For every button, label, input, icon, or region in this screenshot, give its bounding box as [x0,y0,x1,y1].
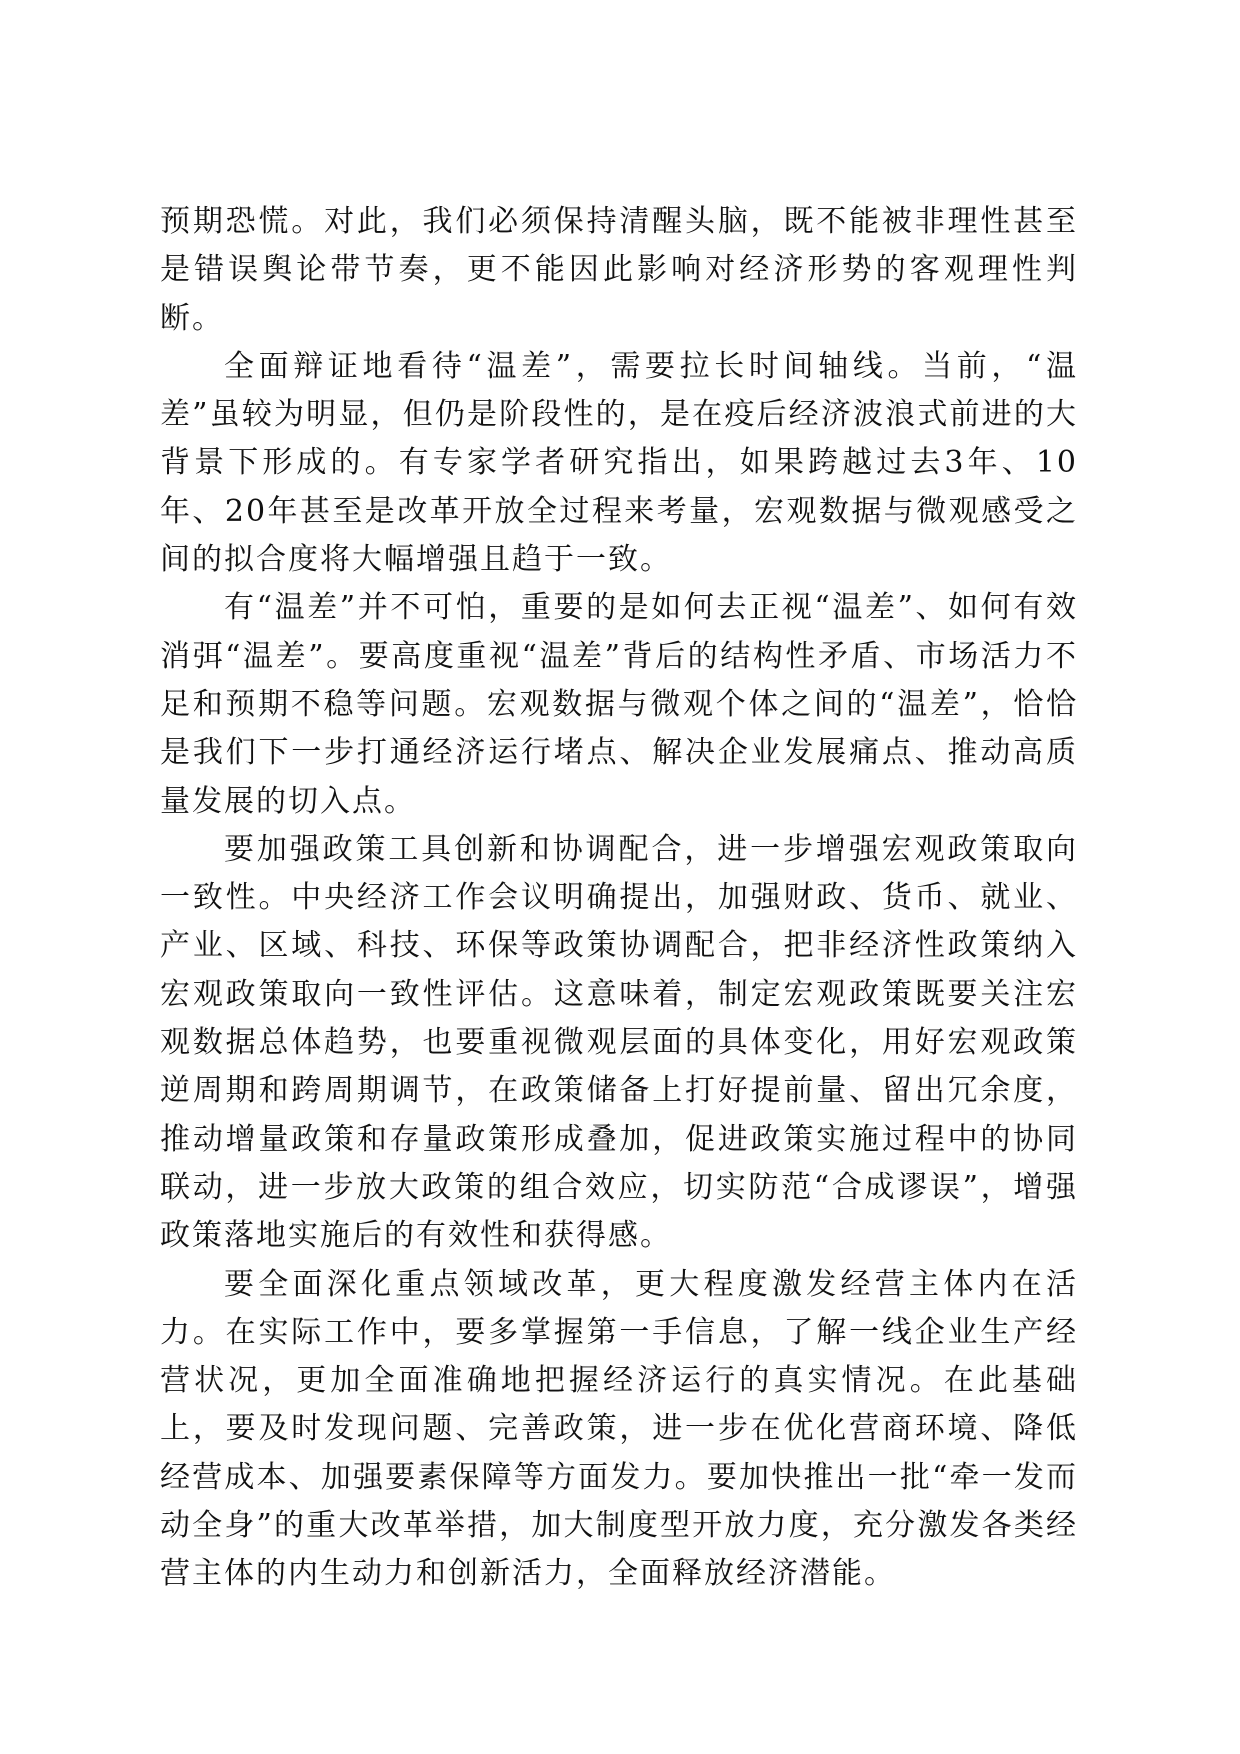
paragraph-deepen-reform: 要全面深化重点领域改革，更大程度激发经营主体内在活力。在实际工作中，要多掌握第一手信息，了解一线企业生产经营状况，更加全面准确地把握经济运行的真实情况。在此基础上，要及时发现问题、完善政策，进一步在优化营商环境、降低经营成本、加强要素保障等方面发力。要加快推出一批“牵一发而动全身”的重大改革举措，加大制度型开放力度，充分激发各类经营主体的内生动力和创新活力，全面释放经济潜能。 [160,1266,1078,1592]
paragraph-facing-temperature-gap: 有“温差”并不可怕，重要的是如何去正视“温差”、如何有效消弭“温差”。要高度重视“温差”背后的结构性矛盾、市场活力不足和预期不稳等问题。宏观数据与微观个体之间的“温差”，恰恰是我们下一步打通经济运行堵点、解决企业发展痛点、推动高质量发展的切入点。 [160,590,1078,819]
paragraph-temperature-gap-timeline: 全面辩证地看待“温差”，需要拉长时间轴线。当前，“温差”虽较为明显，但仍是阶段性的，是在疫后经济波浪式前进的大背景下形成的。有专家学者研究指出，如果跨越过去3年、10年、20年甚至是改革开放全过程来考量，宏观数据与微观感受之间的拟合度将大幅增强且趋于一致。 [160,348,1078,578]
document-body [160,198,1078,1599]
paragraph-policy-coordination: 要加强政策工具创新和协调配合，进一步增强宏观政策取向一致性。中央经济工作会议明确提出，加强财政、货币、就业、产业、区域、科技、环保等政策协调配合，把非经济性政策纳入宏观政策取向一致性评估。这意味着，制定宏观政策既要关注宏观数据总体趋势，也要重视微观层面的具体变化，用好宏观政策逆周期和跨周期调节，在政策储备上打好提前量、留出冗余度，推动增量政策和存量政策形成叠加，促进政策实施过程中的协同联动，进一步放大政策的组合效应，切实防范“合成谬误”，增强政策落地实施后的有效性和获得感。 [160,831,1078,1254]
paragraph-continuation: 预期恐慌。对此，我们必须保持清醒头脑，既不能被非理性甚至是错误舆论带节奏，更不能因此影响对经济形势的客观理性判断。 [160,204,1078,336]
